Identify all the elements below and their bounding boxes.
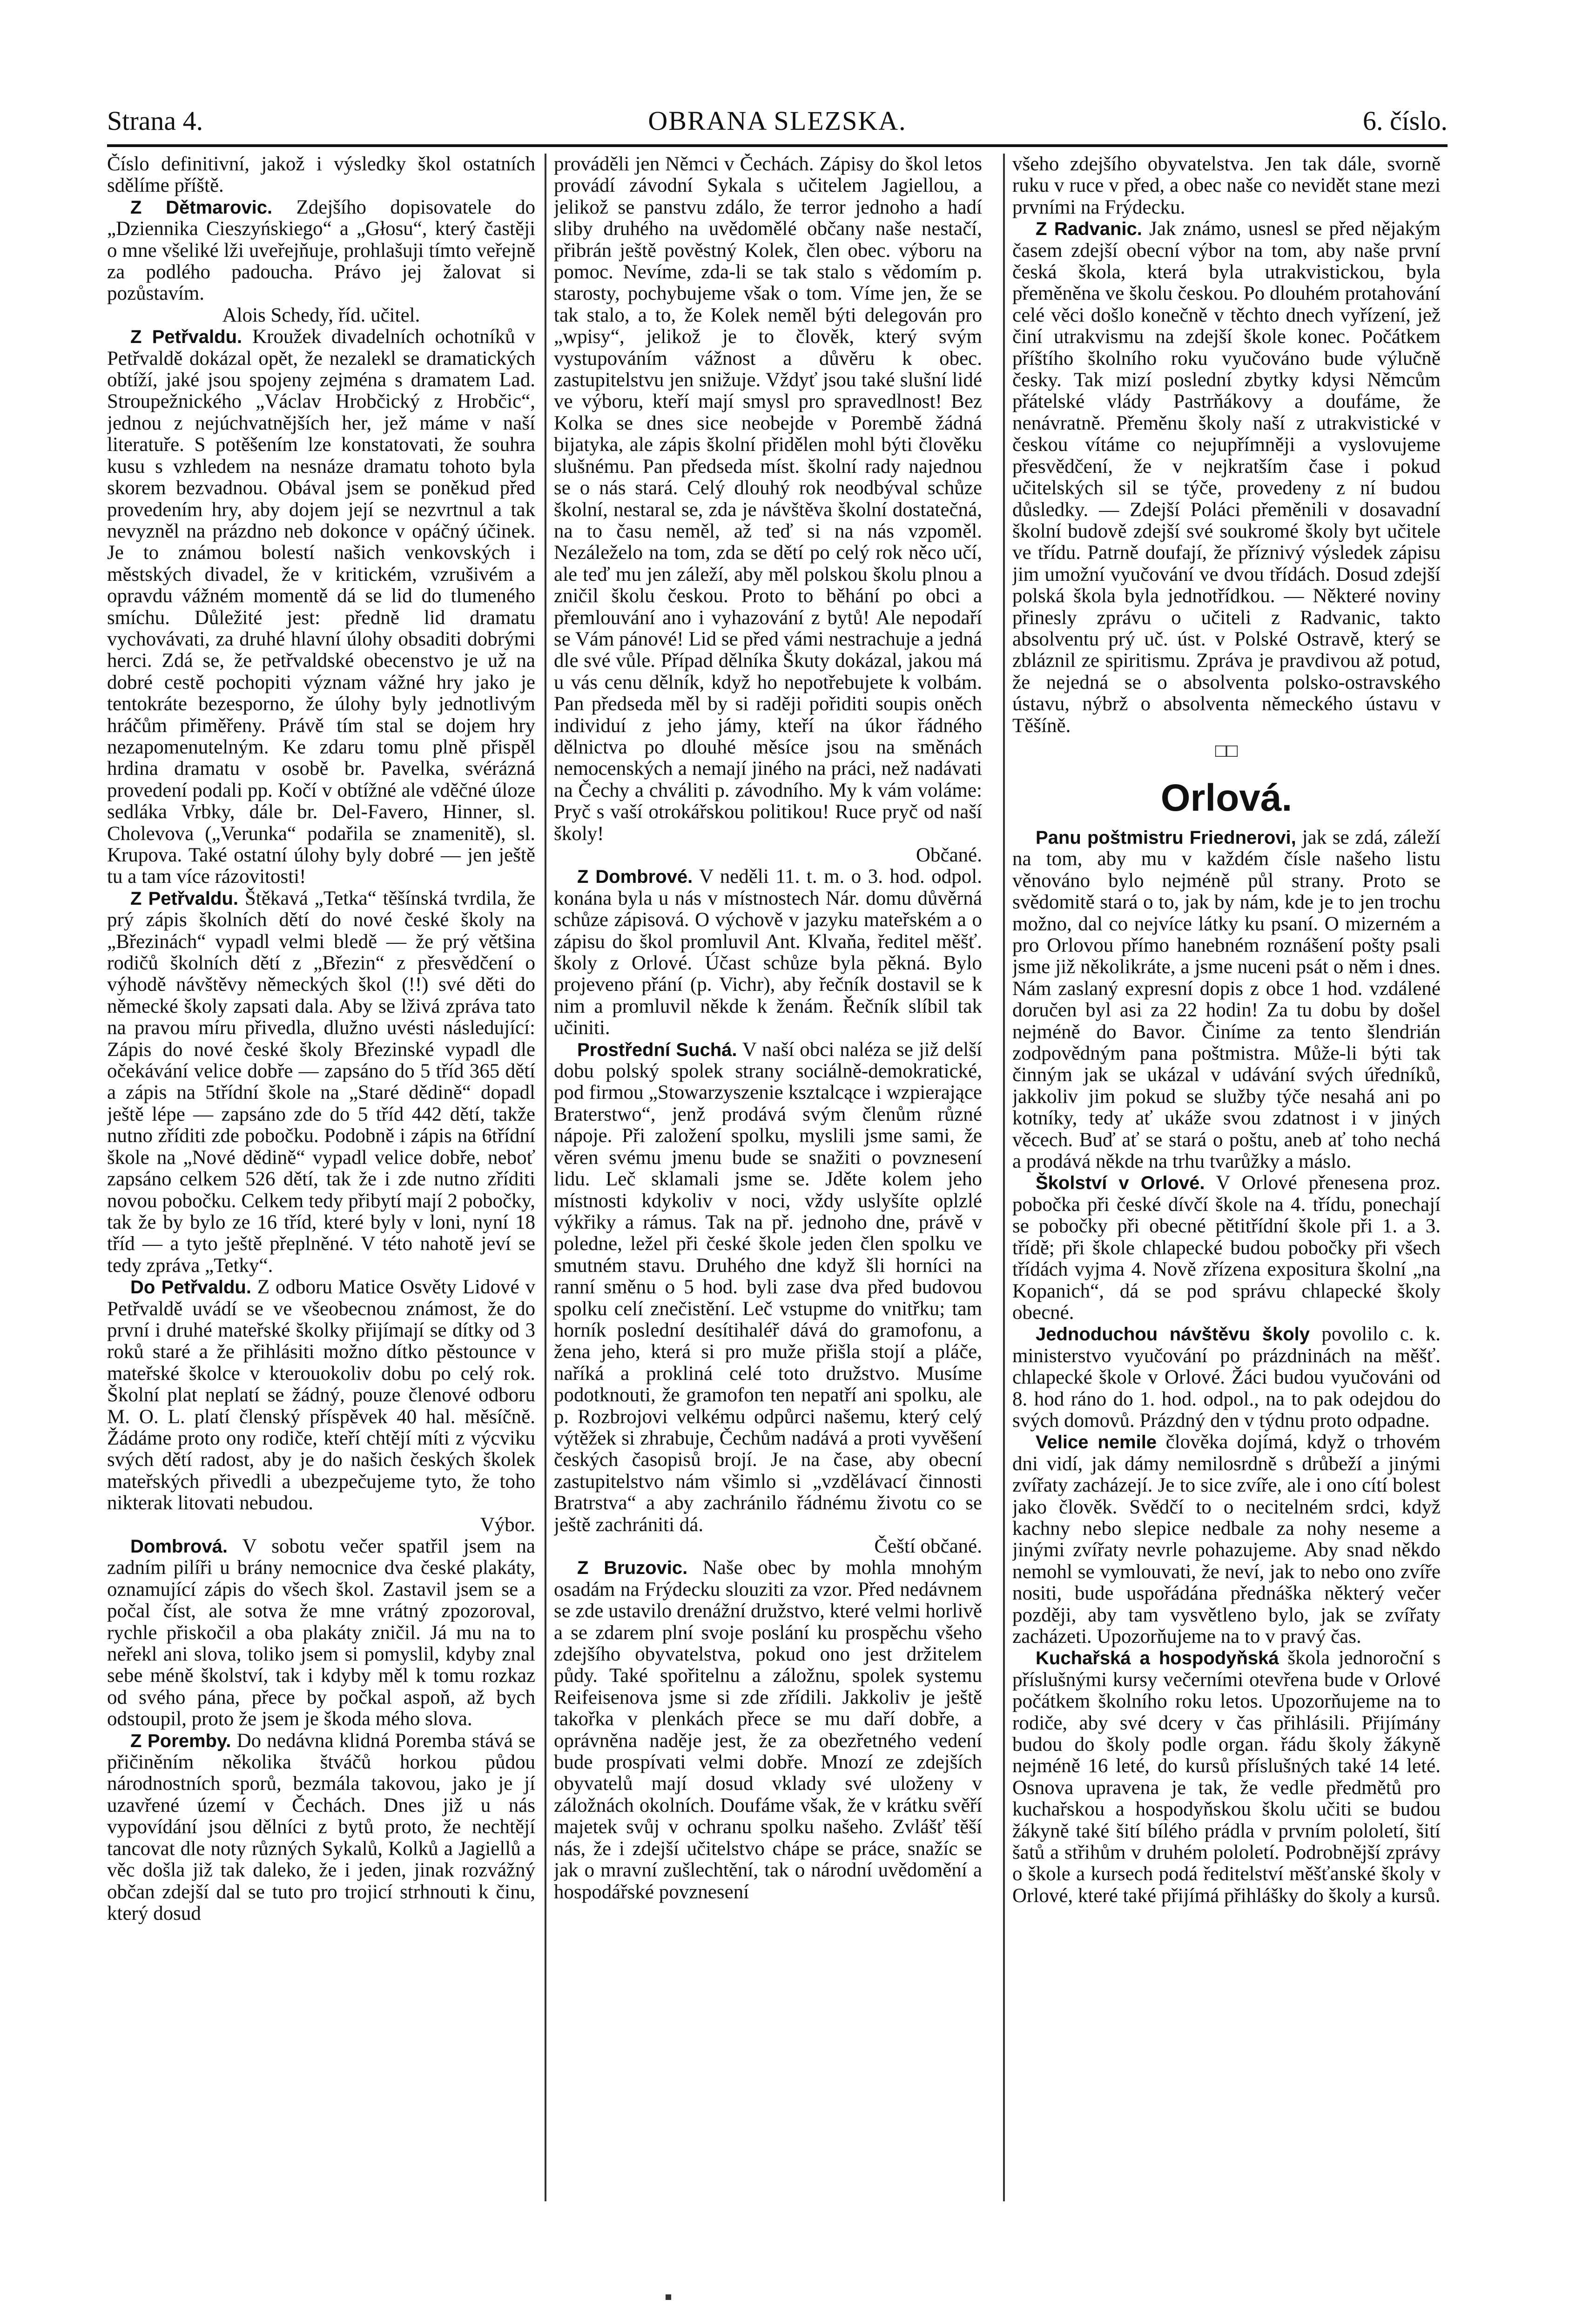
article-text: člověka dojímá, když o trhovém dni vidí, jak dámy nemilosrdně s drůbeží a jinými zvířaty zacházejí. Je to sice zvíře, ale i ono cítí bolest jako člověk. Svědčí to o necitelném srdci, když kachny nebo slepice nedbale za nohy neseme a jinými zvířaty nevrle pohazujeme. Aby snad někdo nemohl se vymlouvati, že neví, jak to nebo ono zvíře nositi, bude uspořádána přednáška některý večer později, aby tam vysvětleno bylo, jak se zvířaty zacházeti. Upozorňujeme na to v pravý čas. xyxy=(1012,1431,1441,1647)
article-heading: Do Petřvaldu. xyxy=(130,1277,251,1298)
article-text: škola jednoroční s příslušnými kursy večerními otevřena bude v Orlové počátkem školního roku letos. Upozorňujeme na to rodiče, aby své dcery v čas přihlásili. Přijímány budou do školy podle organ. řádu školy žákyně nejméně 16 leté, do kursů příslušných také 14 leté. Osnova upravena je tak, že vedle předmětů pro kuchařskou a hospodyňskou školu učiti se budou žákyně také šití bílého prádla v prvním pololetí, šití šatů a střihům v druhém pololetí. Podrobnější zprávy o škole a kursech podá ředitelství měšťanské školy v Orlové, které také přijímá přihlášky do školy a kursů. xyxy=(1012,1647,1441,1907)
article-heading: Z Poremby. xyxy=(130,1730,231,1751)
article-text: V sobotu večer spatřil jsem na zadním pilíři u brány nemocnice dva české plakáty, oznamující zápis do všech škol. Zastavil jsem se a počal číst, ale sotva že mne vrátný zpozoroval, rychle přiskočil a oba plakáty zničil. Já mu na to neřekl ani slova, toliko jsem si pomyslil, kdyby znal sebe méně školství, tak i kdyby měl k tomu rozkaz od svého pána, přece by počkal aspoň, až bych odstoupil, proto že jsem je škoda mého slova. xyxy=(107,1535,535,1730)
article-paragraph xyxy=(554,1557,982,1903)
page-number: Strana 4. xyxy=(107,106,203,136)
article-heading: Jednoduchou návštěvu školy xyxy=(1036,1324,1310,1345)
article-paragraph xyxy=(107,888,535,1277)
article-paragraph xyxy=(1012,1647,1441,1907)
newspaper-title: OBRANA SLEZSKA. xyxy=(648,106,907,136)
article-heading: Prostřední Suchá. xyxy=(577,1039,737,1060)
article-heading: Velice nemile xyxy=(1036,1432,1157,1453)
article-text: povolilo c. k. ministerstvo vyučování po prázdninách na měšť. chlapecké škole v Orlové. Žáci budou vyučováni od 8. hod ráno do 1. hod. odpol., na to pak odejdou do svých domovů. Prázdný den v týdnu proto odpadne. xyxy=(1012,1323,1441,1432)
article-text: Jak známo, usnesl se před nějakým časem zdejší obecní výbor na tom, aby naše první česká škola, která byla utrakvistickou, byla přeměněna ve školu českou. Po dlouhém protahování celé věci došlo konečně v těchto dnech vyřízení, jež činí utrakvismu na zdejší škole konec. Počátkem příštího školního roku vyučováno bude výlučně česky. Tak mizí poslední zbytky kdysi Němcům přátelské vlády Pastrňákovy a doufáme, že nenávratně. Přeměnu školy naší z utrakvistické v českou vítáme co nejupřímněji a vyslovujeme přesvědčení, že v nejkratším čase i pokud učitelských sil se týče, provedeny z ní budou důsledky. — Zdejší Poláci přeměnili v dosavadní školní budově zdejší své soukromé školy byt učitele ve třídu. Patrně doufají, že příznivý výsledek zápisu jim umožní vyučování ve dvou třídách. Dosud zdejší polská škola byla jednotřídkou. — Některé noviny přinesly zprávu o učiteli z Radvanic, takto absolventu prý uč. úst. v Polské Ostravě, který se zbláznil ze spiritismu. Zpráva je pravdivou až potud, že nejedná se o absolventa polsko-ostravského ústavu, nýbrž o absolventa německého ústavu v Těšíně. xyxy=(1012,218,1441,737)
article-signature: Občané. xyxy=(916,844,982,866)
article-text: Číslo definitivní, jakož i výsledky škol ostatních sdělíme příště. xyxy=(107,154,535,197)
article-paragraph xyxy=(107,1277,535,1514)
article-text: Kroužek divadelních ochotníků v Petřvaldě dokázal opět, že nezalekl se dramatických obtíží, jaké jsou spojeny zejména s dramatem Lad. Stroupežnického „Václav Hrobčický z Hrobčic“, jednou z nejúchvatnějších her, jež máme v naší literatuře. S potěšením lze konstatovati, že souhra kusu s vzhledem na nesnáze dramatu tohoto byla skorem bezvadnou. Obával jsem se poněkud před provedením hry, aby dojem její se nezvrtnul a tak nevyzněl na prázdno neb dokonce v opáčný účinek. Je to známou bolestí našich venkovských i městských divadel, že v kritickém, vzrušivém a opravdu vážném momentě dá se lid do tlumeného smíchu. Důležité jest: předně lid dramatu vychovávati, za druhé hlavní úlohy obsaditi dobrými herci. Zdá se, že petřvaldské obecenstvo je už na dobré cestě pochopiti význam vážné hry jako je tentokráte bezesporno, že úlohy byly jednotlivým hráčům přiměřeny. Právě tím stal se dojem hry nezapomenutelným. Ke zdaru tomu plně přispěl hrdina dramatu v osobě br. Pavelka, svérázná provedení podali pp. Kočí v obtížné ale vděčné úloze sedláka Vrbky, dále br. Del-Favero, Hinner, sl. Cholevova („Verunka“ podařila se znamenitě), sl. Krupova. Také ostatní úlohy byly dobré — jen ještě tu a tam více rázovitosti! xyxy=(107,326,535,888)
article-text: Z odboru Matice Osvěty Lidové v Petřvaldě uvádí se ve všeobecnou známost, že do první i druhé mateřské školky přijímají se dítky od 3 roků staré a že přihlásiti možno dítko pěstounce v mateřské školce v kterouokoliv dobu po celý rok. Školní plat neplatí se žádný, pouze členové odboru M. O. L. platí členský příspěvek 40 hal. měsíčně. Žádáme proto ony rodiče, kteří chtějí míti z výcviku svých dětí radost, aby je do našich českých školek mateřských přivedli a ubezpečujeme tyto, že toho nikterak litovati nebudou. xyxy=(107,1276,535,1514)
column-divider xyxy=(1003,154,1005,2201)
article-paragraph xyxy=(107,197,535,305)
article-paragraph xyxy=(554,866,982,1039)
article-paragraph xyxy=(1012,1324,1441,1432)
article-text: Zdejšího dopisovatele do „Dziennika Cieszyńskiego“ a „Głosu“, který častěji o mne všeliké lži uveřejňuje, prohlašuji tímto veřejně za podlého padoucha. Právo jej žalovat si pozůstavím. xyxy=(107,196,535,305)
article-heading: Z Bruzovic. xyxy=(577,1558,688,1579)
article-paragraph xyxy=(1012,218,1441,737)
article-heading: Školství v Orlové. xyxy=(1036,1173,1205,1194)
article-heading: Kuchařská a hospodyňská xyxy=(1036,1648,1279,1669)
section-ornament: □□ xyxy=(1215,740,1238,761)
article-text: V naší obci naléza se již delší dobu polský spolek strany sociálně-demokratické, pod firmou „Stowarzyszenie ksztalcące i wzpierające Braterstwo“, jenž prodává svým členům různé nápoje. Při založení spolku, myslili jsme sami, že věren svému jmenu bude se snažiti o povznesení lidu. Leč sklamali jsme se. Jděte kolem jeho místnosti kdykoliv v noci, vždy uslyšíte oplzlé výkřiky a rámus. Tak na př. jednoho dne, právě v poledne, ležel při české škole jeden člen spolku ve smutném stavu. Druhého dne když šli horníci na ranní směnu o 5 hod. byli zase dva před budovou spolku celí znečistění. Leč vstupme do vnitřku; tam horník poslední desítihaléř dává do gramofonu, a žena jeho, která si pro muže přišla stojí a pláče, naříká a prokliná celé toto družstvo. Musíme podotknouti, že gramofon ten nepatří ani spolku, ale p. Rozbrojovi velkému odpůrci našemu, který celý výtěžek si zhrabuje, Čechům nadává a proti vyvěšení českých časopisů brojí. Je na čase, aby obecní zastupitelstvo nám všimlo si „vzdělávací činnosti Bratrstva“ a aby zachránilo řádnému životu co se ještě zachrániti dá. xyxy=(554,1038,982,1536)
article-text: Štěkavá „Tetka“ těšínská tvrdila, že prý zápis školních dětí do nové české školy na „Březinách“ vypadl velmi bledě — že prý většina rodičů školních dětí z „Březin“ z přesvědčení o výhodě návštěvy německých škol (!!) své děti do německé školy zapsati dala. Aby se lživá zpráva tato na pravou míru přivedla, dlužno uvésti následující: Zápis do nové české školy Březinské vypadl dle očekávání velice dobře — zapsáno do 5 tříd 365 dětí a zápis na 5třídní škole na „Staré dědině“ dopadl ještě lépe — zapsáno zde do 5 tříd 442 dětí, takže nutno zříditi zde pobočku. Podobně i zápis na 6třídní škole na „Nové dědině“ vypadl velice dobře, neboť zapsáno celkem 526 dětí, tak že i zde nutno zříditi novou pobočku. Celkem tedy přibytí mají 2 pobočky, tak že by bylo ze 16 tříd, které byly v loni, nyní 18 tříd — a tyto ještě přeplněné. V této nahotě jeví se tedy zpráva „Tetky“. xyxy=(107,887,535,1277)
header-rule xyxy=(107,144,1448,147)
article-heading: Z Radvanic. xyxy=(1036,219,1142,240)
column-2 xyxy=(554,154,982,2201)
article-heading: Z Petřvaldu. xyxy=(130,888,239,909)
article-text: V Orlové přenesena proz. pobočka při české dívčí škole na 4. třídu, ponechají se pobočky při obecné pětitřídní škole při 1. a 3. třídě; při škole chlapecké budou pobočky při všech třídách vyjma 4. Nově zřízena expositura školní „na Kopanich“, dá se pod správu chlapecké školy obecné. xyxy=(1012,1172,1441,1324)
column-3 xyxy=(1012,154,1441,2201)
article-heading: Panu poštmistru Friednerovi, xyxy=(1036,827,1296,848)
print-mark xyxy=(666,2294,671,2300)
article-text: prováděli jen Němci v Čechách. Zápisy do škol letos provádí závodní Sykala s učitelem Jagiellou, a jelikož se panstvu zdálo, že terror jednoho a hadí sliby druhého na uvědomělé občany naše nestačí, přibrán ještě pověstný Kolek, člen obec. výboru na pomoc. Nevíme, zda-li se tak stalo s vědomím p. starosty, pochybujeme však o tom. Víme jen, že se tak stalo, a to, že Kolek neměl býti delegován pro „wpisy“, jelikož je to člověk, který svým vystupováním vážnost a důvěru k obec. zastupitelstvu jen snižuje. Vždyť jsou také slušní lidé ve výboru, kteří mají smysl pro spravedlnost! Bez Kolka se dnes sice neobejde v Porembě žádná bijatyka, ale zápis školní přidělen mohl býti člověku slušnému. Pan předseda míst. školní rady najednou se o nás stará. Celý dlouhý rok neodbýval schůze školní, nestaral se, zda je návštěva školní dostatečná, na to času neměl, až teď si na nás vzpoměl. Nezáleželo na tom, zda se dětí po celý rok něco učí, ale teď mu jen záleží, aby měl polskou školu plnou a zničil školu českou. Proto to běhání po obci a přemlouvání ano i vyhazování z bytů! Ale nepodaří se Vám pánové! Lid se před vámi nestrachuje a jedná dle své vůle. Případ dělníka Škuty dokázal, jakou má u vás cenu dělník, když ho nepotřebujete k volbám. Pan předseda měl by si raději pořiditi soupis oněch individuí z jeho jámy, kteří na úkor řádného dělnictva po dlouhé měsíce jsou na směnách nemocenských a nemají jiného na práci, než nadávati na Čechy a chváliti p. závodního. My k vám voláme: Pryč s vaší otrokářskou politikou! Ruce pryč od naší školy! xyxy=(554,154,982,845)
article-paragraph xyxy=(107,1730,535,1925)
article-heading: Z Dětmarovic. xyxy=(130,197,273,218)
article-text: jak se zdá, záleží na tom, aby mu v každém čísle našeho listu věnováno bylo nejméně půl strany. Proto se svědomitě stará o to, jak by nám, kde je to jen trochu možno, dal co nejvíce látky ku psaní. O mizerném a pro Orlovou přímo hanebném roznášení pošty psali jsme již několikráte, a jsme nuceni psát o něm i dnes. Nám zaslaný expresní dopis z obce 1 hod. vzdálené doručen byl asi za 22 hodin! Za tu dobu by došel nejméně do Bavor. Činíme za tento šlendrián zodpovědným pana poštmistra. Může-li býti tak činným jak se ukázal v udávání svých úředníků, jakkoliv jim pokud se služby týče nesahá ani po kotníky, tedy ať ukáže svou zdatnost i v jiných věcech. Buď ať se stará o poštu, aneb ať toho nechá a prodává někde na trhu tvarůžky a máslo. xyxy=(1012,826,1441,1173)
article-text: Naše obec by mohla mnohým osadám na Frýdecku slouziti za vzor. Před nedávnem se zde ustavilo drenážní družstvo, které velmi horlivě a se zdarem plní svoje poslání ku prospěchu všeho zdejšího obyvatelstva, pokud ono jest držitelem půdy. Také spořitelnu a záložnu, spolek systemu Reifeisenova jsme si zde zřídili. Jakkoliv je ještě takořka v plenkách přece se mu daří dobře, a oprávněna naděje jest, že za obezřetného vedení bude prospívati velmi dobře. Mnozí ze zdejších obyvatelů mají dosud vklady své uloženy v záložnách okolních. Doufáme však, že v krátku svěří majetek svůj v ochranu spolku našeho. Zvlášť těší nás, že i zdejší učitelstvo chápe se práce, snažíc se jak o mravní zušlechtění, tak o národní uvědomění a hospodářské povznesení xyxy=(554,1557,982,1903)
article-paragraph xyxy=(1012,1432,1441,1647)
page-header xyxy=(107,100,1448,142)
article-text: všeho zdejšího obyvatelstva. Jen tak dále, svorně ruku v ruce v před, a obec naše co nevidět stane mezi prvními na Frýdecku. xyxy=(1012,154,1441,218)
article-paragraph xyxy=(1012,1172,1441,1324)
article-paragraph xyxy=(107,1536,535,1730)
issue-number: 6. číslo. xyxy=(1362,106,1448,136)
article-paragraph xyxy=(1012,827,1441,1173)
article-signature: Výbor. xyxy=(480,1513,535,1536)
article-text: V neděli 11. t. m. o 3. hod. odpol. konána byla u nás v místnostech Nár. domu důvěrná schůze zápisová. O výchově v jazyku mateřském a o zápisu do škol promluvil Ant. Klvaňa, ředitel měšť. školy z Orlové. Účast schůze byla pěkná. Bylo projeveno přání (p. Vichr), aby řečník dostavil se k nim a promluvil někde k ženám. Řečník slíbil tak učiniti. xyxy=(554,866,982,1039)
column-1 xyxy=(107,154,535,2201)
article-paragraph xyxy=(554,1039,982,1536)
article-heading: Z Dombrové. xyxy=(577,867,693,888)
article-heading: Dombrová. xyxy=(130,1536,228,1557)
article-paragraph xyxy=(107,326,535,888)
section-title-orlova: Orlová. xyxy=(1160,776,1293,819)
article-signature: Čeští občané. xyxy=(874,1535,982,1557)
article-heading: Z Petřvaldu. xyxy=(130,327,242,348)
article-signature: Alois Schedy, říd. učitel. xyxy=(222,304,420,326)
article-text: Do nedávna klidná Poremba stává se přičiněním několika štváčů horkou půdou národnostních sporů, bezmála takovou, jako je jí uzavřené území v Čechách. Dnes již u nás vypovídání jsou dělníci z bytů proto, že nechtějí tancovat dle noty různých Sykalů, Kolků a Jagiellů a věc došla již tak daleko, že i jeden, jinak rozvážný občan zdejší dal se tuto pro trojicí strhnouti k činu, který dosud xyxy=(107,1729,535,1924)
column-divider xyxy=(545,154,546,2201)
